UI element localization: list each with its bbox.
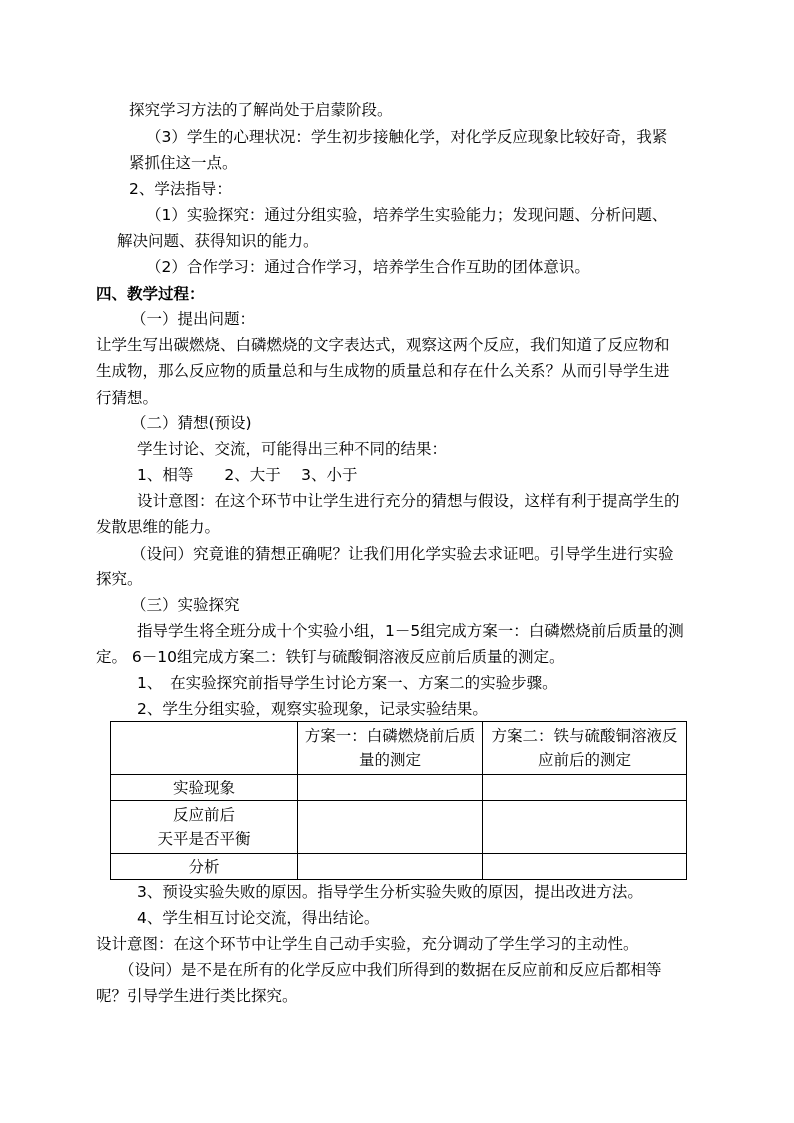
list-item: 1、 在实验探究前指导学生讨论方案一、方案二的实验步骤。	[137, 674, 558, 692]
paragraph-line: （3）学生的心理状况：学生初步接触化学，对化学反应现象比较好奇，我紧	[146, 128, 668, 146]
row-label-analysis: 分析	[111, 854, 298, 880]
table-header-plan2	[483, 722, 687, 775]
paragraph-line: 设计意图：在这个环节中让学生自己动手实验，充分调动了学生学习的主动性。	[96, 935, 639, 953]
table-cell	[298, 854, 483, 880]
paragraph-line: 紧抓住这一点。	[129, 154, 238, 172]
table-cell	[298, 775, 483, 801]
paragraph-line: （2）合作学习：通过合作学习，培养学生合作互助的团体意识。	[146, 258, 590, 276]
table-header-blank	[111, 722, 298, 775]
list-item: 4、学生相互讨论交流，得出结论。	[137, 909, 380, 927]
table-header-plan2-line2: 应前后的测定	[537, 751, 631, 769]
table-header-plan2-line1: 方案二：铁与硫酸铜溶液反	[491, 727, 678, 745]
table-row	[111, 801, 687, 854]
table-cell	[483, 801, 687, 854]
section-heading: 2、学法指导：	[129, 180, 232, 198]
subsection-heading: （一）提出问题：	[131, 310, 256, 328]
table-cell	[483, 854, 687, 880]
paragraph-line: 让学生写出碳燃烧、白磷燃烧的文字表达式，观察这两个反应，我们知道了反应物和	[96, 336, 670, 354]
paragraph-line: 指导学生将全班分成十个实验小组，1－5组完成方案一：白磷燃烧前后质量的测	[137, 622, 684, 640]
paragraph-line: 定。 6－10组完成方案二：铁钉与硫酸铜溶液反应前后质量的测定。	[96, 648, 565, 666]
paragraph-line: 行猜想。	[96, 389, 159, 407]
table-row	[111, 854, 687, 880]
experiment-results-table	[110, 721, 687, 880]
list-item: 3、预设实验失败的原因。指导学生分析实验失败的原因，提出改进方法。	[137, 883, 643, 901]
paragraph-line: 设计意图：在这个环节中让学生进行充分的猜想与假设，这样有利于提高学生的	[137, 492, 680, 510]
paragraph-line: 解决问题、获得知识的能力。	[117, 232, 319, 250]
row-label-balance	[111, 801, 298, 854]
section-heading-teaching-process: 四、教学过程：	[96, 285, 205, 303]
table-cell	[298, 801, 483, 854]
paragraph-line: 学生讨论、交流，可能得出三种不同的结果：	[137, 440, 448, 458]
table-header-plan1-line2: 量的测定	[358, 751, 421, 769]
row-label-phenomenon: 实验现象	[111, 775, 298, 801]
row-label-balance-line2: 天平是否平衡	[157, 830, 251, 848]
paragraph-line: 探究。	[96, 570, 143, 588]
options-line: 1、相等 2、大于 3、小于	[137, 466, 358, 484]
paragraph-line: （1）实验探究：通过分组实验，培养学生实验能力；发现问题、分析问题、	[146, 206, 668, 224]
row-label-balance-line1: 反应前后	[172, 806, 235, 824]
paragraph-line: （设问）是不是在所有的化学反应中我们所得到的数据在反应前和反应后都相等	[119, 961, 662, 979]
subsection-heading: （二）猜想(预设)	[131, 414, 252, 432]
paragraph-line: 生成物，那么反应物的质量总和与生成物的质量总和存在什么关系？从而引导学生进	[96, 362, 670, 380]
table-cell	[483, 775, 687, 801]
table-header-plan1	[298, 722, 483, 775]
subsection-heading: （三）实验探究	[131, 596, 240, 614]
paragraph-line: （设问）究竟谁的猜想正确呢？让我们用化学实验去求证吧。引导学生进行实验	[131, 545, 674, 563]
list-item: 2、学生分组实验，观察实验现象，记录实验结果。	[137, 700, 488, 718]
paragraph-line: 探究学习方法的了解尚处于启蒙阶段。	[129, 101, 393, 119]
table-row	[111, 775, 687, 801]
table-row	[111, 722, 687, 775]
paragraph-line: 呢？引导学生进行类比探究。	[96, 987, 298, 1005]
paragraph-line: 发散思维的能力。	[96, 518, 221, 536]
table-header-plan1-line1: 方案一：白磷燃烧前后质	[304, 727, 476, 745]
